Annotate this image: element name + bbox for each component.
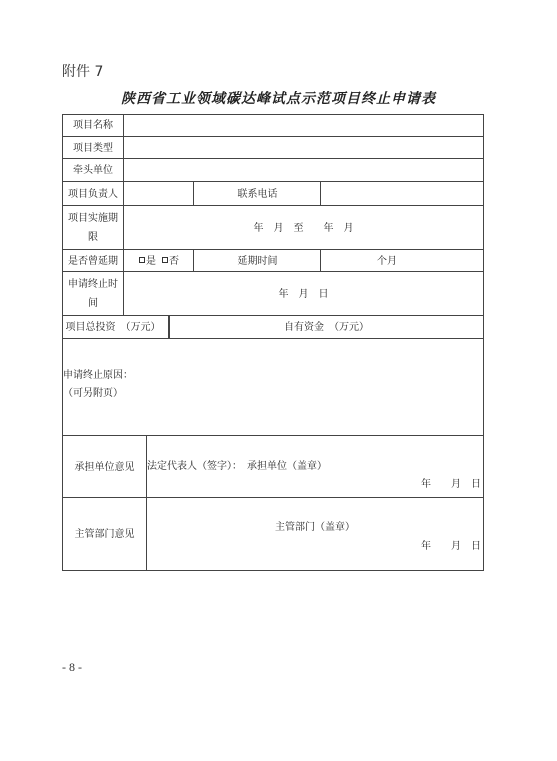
- reason-note: （可另附页）: [63, 388, 123, 399]
- project-name-value[interactable]: [123, 115, 483, 136]
- project-type-label: 项目类型: [73, 142, 113, 154]
- row-lead-unit: [63, 158, 483, 182]
- extension-months-value[interactable]: [320, 250, 483, 272]
- termination-date-label: 申请终止时 间: [68, 279, 128, 309]
- extended-no-checkbox[interactable]: [162, 252, 179, 271]
- row-leader-phone: [63, 181, 483, 206]
- self-funds-label: 自有资金 （万元）: [169, 316, 483, 339]
- form-title: 陕西省工业领域碳达峰试点示范项目终止申请表: [121, 91, 436, 107]
- row-undertaking-opinion: [63, 435, 483, 498]
- undertaking-opinion-label: 承担单位意见: [74, 461, 135, 473]
- row-investment: [63, 315, 483, 339]
- implementation-period-value[interactable]: 年 月 至 年 月: [123, 206, 483, 250]
- row-termination-date: [63, 271, 483, 316]
- row-project-type: [63, 136, 483, 159]
- authority-opinion-label: 主管部门意见: [74, 529, 135, 540]
- authority-opinion-area[interactable]: [146, 498, 483, 571]
- page-number: - 8 -: [62, 660, 82, 674]
- undertaking-opinion-area[interactable]: [146, 436, 483, 498]
- project-leader-value[interactable]: [123, 182, 194, 206]
- total-investment-label: 项目总投资 （万元）: [65, 322, 161, 333]
- attachment-label: 附件 7: [62, 64, 104, 80]
- extended-yes-text: 是: [146, 255, 156, 267]
- termination-reason[interactable]: [63, 367, 133, 403]
- extended-no-text: 否: [169, 255, 179, 267]
- row-project-name: [63, 115, 483, 136]
- termination-application-form: [62, 114, 484, 571]
- contact-phone-value[interactable]: [320, 182, 483, 206]
- checkbox-icon: [162, 257, 168, 263]
- undertaking-date: 年 月 日: [421, 479, 481, 490]
- legal-rep-signature: 法定代表人（签字）： 承担单位（盖章）: [147, 461, 327, 472]
- project-name-label: 项目名称: [73, 120, 113, 131]
- lead-unit-value[interactable]: [123, 159, 483, 182]
- project-type-value[interactable]: [123, 137, 483, 159]
- reason-label: 申请终止原因：: [63, 370, 133, 381]
- extended-options: [123, 250, 194, 272]
- project-leader-label: 项目负责人: [68, 188, 118, 200]
- extended-yes-checkbox[interactable]: [139, 252, 156, 271]
- extension-months-unit: 个月: [377, 255, 397, 267]
- extension-time-label: 延期时间: [193, 250, 321, 272]
- checkbox-icon: [139, 257, 145, 263]
- termination-date-value[interactable]: 年 月 日: [123, 272, 483, 316]
- row-implementation-period: [63, 205, 483, 250]
- implementation-period-label: 项目实施期 限: [68, 213, 128, 243]
- row-termination-reason: [63, 338, 483, 436]
- extended-label: 是否曾延期: [68, 255, 118, 267]
- authority-date: 年 月 日: [421, 541, 481, 552]
- row-extension: [63, 249, 483, 272]
- authority-stamp: 主管部门（盖章）: [275, 522, 355, 533]
- row-authority-opinion: [63, 497, 483, 571]
- lead-unit-label: 牵头单位: [73, 165, 113, 176]
- contact-phone-label: 联系电话: [193, 182, 321, 206]
